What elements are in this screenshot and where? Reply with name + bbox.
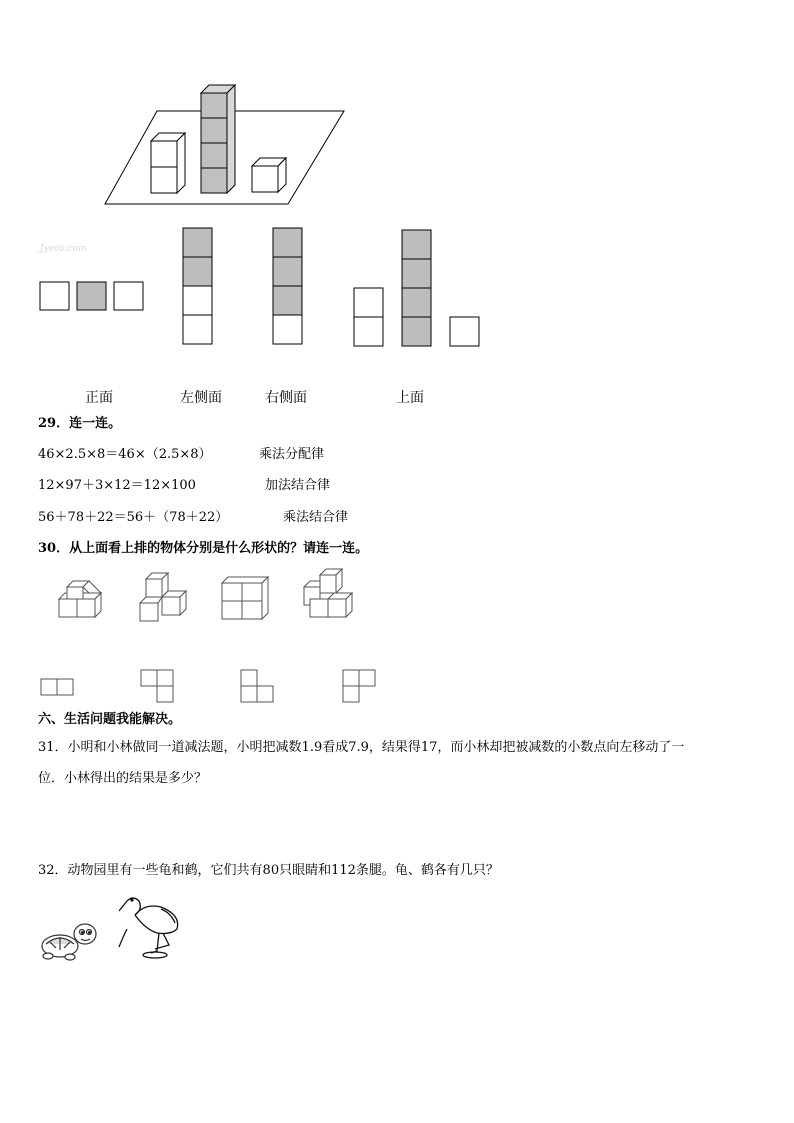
q31-line-1: 31．小明和小林做同一道减法题，小明把减数1.9看成7.9，结果得17，而小林却把被减数的小数点向左移动了一: [38, 740, 685, 755]
turtle-illustration: [38, 918, 98, 963]
q30-object-3: [222, 577, 268, 619]
q30-object-4: [304, 569, 352, 617]
q29-title: 29．连一连。: [38, 416, 122, 431]
q30-shape-d: [343, 670, 375, 702]
q30-title: 30．从上面看上排的物体分别是什么形状的？请连一连。: [38, 541, 369, 556]
crane-illustration: [115, 893, 185, 963]
q30-shape-a: [41, 679, 73, 695]
q29-equation-2: 12×97＋3×12＝12×100: [38, 478, 196, 493]
q30-shape-c: [241, 670, 273, 702]
q29-law-3: 乘法结合律: [283, 510, 349, 525]
q31-line-2: 位．小林得出的结果是多少？: [38, 771, 208, 786]
q29-law-2: 加法结合律: [265, 478, 331, 493]
q30-object-2: [140, 573, 186, 621]
q30-shape-b: [141, 670, 173, 702]
q29-equation-3: 56＋78＋22＝56＋（78＋22）: [38, 510, 229, 525]
watermark: Jyeoo.com: [40, 244, 87, 254]
view-label-front: 正面: [85, 390, 113, 406]
view-label-right-side: 右侧面: [265, 390, 307, 406]
view-label-left-side: 左侧面: [180, 390, 222, 406]
q32-title: 32．动物园里有一些龟和鹤，它们共有80只眼睛和112条腿。龟、鹤各有几只？: [38, 863, 499, 878]
q29-equation-1: 46×2.5×8＝46×（2.5×8）: [38, 447, 212, 462]
view-label-top: 上面: [396, 390, 424, 406]
q29-law-1: 乘法分配律: [259, 447, 325, 462]
section-6-title: 六、生活问题我能解决。: [38, 712, 182, 727]
q30-object-1: [59, 581, 101, 617]
